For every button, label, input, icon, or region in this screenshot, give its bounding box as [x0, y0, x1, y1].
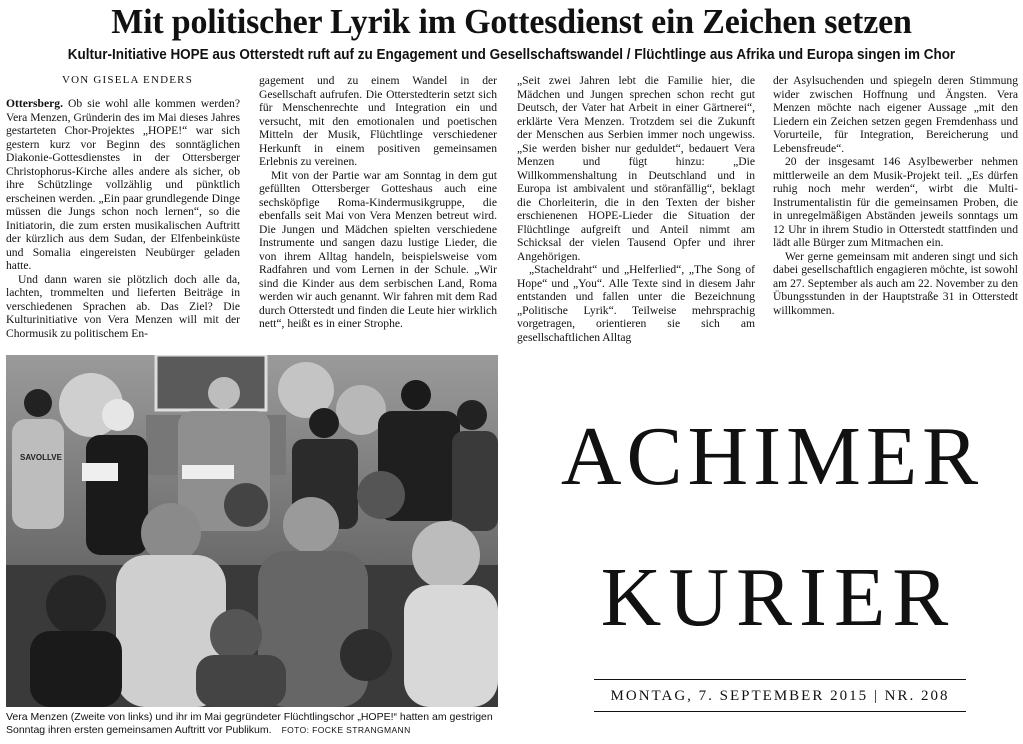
article-paragraph: [6, 97, 240, 273]
masthead-title-line-1: ACHIMER: [560, 410, 984, 503]
masthead-rule-bottom: [594, 711, 966, 712]
article-paragraph: 20 der insgesamt 146 Asylbewerber nehmen mittlerweile an dem Musik-Projekt teil. „Es dürfen ruhig noch mehr werden“, wirbt die Multi-Instrumentalistin für die gemeinsamen Proben, die in unregelmäßigen Abständen jeweils sonntags um 12 Uhr in ihrem Studio in Otterstedt stattfinden und lädt alle Bürger zum Mitmachen ein.: [773, 155, 1018, 249]
masthead-rule-top: [594, 679, 966, 680]
article-photo: [6, 355, 498, 707]
article-paragraph: „Seit zwei Jahren lebt die Familie hier, die Mädchen und Jungen sprechen schon recht gut Deutsch, der Vater hat Arbeit in einer Gärtnerei“, erklärte Vera Menzen. Trotzdem sei die Zukunft der Menschen aus Serbien immer noch ungewiss. „Sie werden bisher nur geduldet“, bedauert Vera Menzen und fügt hinzu: „Die Willkommenshaltung in Deutschland und in Europa ist ambivalent und störanfällig“, beklagt die Chorleiterin, die in den Texten der bisher erschienenen HOPE-Lieder die Situation der Flüchtlinge aufgreift und Anteil nimmt am Schicksal der vielen Tausend Opfer und ihrer Angehörigen.: [517, 74, 755, 263]
article-column-1: [6, 97, 240, 340]
article-dateline: Ottersberg.: [6, 97, 63, 110]
article-column-2: [259, 74, 497, 331]
shirt-print: SAVOLLVE: [20, 453, 62, 462]
issue-date: MONTAG, 7. SEPTEMBER 2015: [610, 688, 869, 704]
article-subheadline: Kultur-Initiative HOPE aus Otterstedt ruft auf zu Engagement und Gesellschaftswandel / Flüchtlinge aus Afrika und Europa singen im Chor: [67, 47, 956, 63]
issue-number: NR. 208: [884, 688, 950, 704]
photo-caption: [6, 711, 501, 737]
article-paragraph: gagement und zu einem Wandel in der Gesellschaft aufrufen. Die Otterstedterin setzt sich für Menschenrechte und Integration ein und versucht, mit den emotionalen und poetischen Mitteln der Musik, Flüchtlinge verschiedener Herkunft in einem positiven gemeinsamen Erlebnis zu vereinen.: [259, 74, 497, 168]
article-headline: Mit politischer Lyrik im Gottesdienst ein Zeichen setzen: [111, 2, 912, 41]
photo-credit: FOTO: FOCKE STRANGMANN: [281, 725, 411, 735]
article-column-4: [773, 74, 1018, 317]
article-byline: VON GISELA ENDERS: [62, 74, 194, 86]
article-paragraph: Mit von der Partie war am Sonntag in dem gut gefüllten Ottersberger Gotteshaus auch eine sechsköpfige Roma-Kindermusikgruppe, die ebenfalls seit Mai von Vera Menzen betreut wird. Die Jungen und Mädchen spielten verschiedene Instrumente und sangen dazu lustige Lieder, die von ihrem Alltag handeln, beispielsweise vom Radfahren und vom Lernen in der Schule. „Wir sind die Kinder aus dem serbischen Land, Roma werden wir auch genannt. Wir fahren mit dem Rad durch Otterstedt und finden die Leute hier wirklich nett“, heißt es in einer Strophe.: [259, 168, 497, 330]
masthead-title-line-2: KURIER: [600, 551, 956, 644]
dateline-separator: |: [873, 688, 879, 704]
article-paragraph: der Asylsuchenden und spiegeln deren Stimmung wider zwischen Hoffnung und Ängsten. Vera Menzen möchte nach eigener Aussage „mit den Liedern ein Zeichen setzen gegen Fremdenhass und Vorurteile, für Integration, Bereicherung und Lebensfreude“.: [773, 74, 1018, 155]
article-paragraph: Wer gerne gemeinsam mit anderen singt und sich dabei gesellschaftlich engagieren möchte, ist sowohl am 27. September als auch am 22. November zu den Übungsstunden in der Hauptstraße 31 in Otterstedt willkommen.: [773, 249, 1018, 317]
article-paragraph: „Stacheldraht“ und „Helferlied“, „The Song of Hope“ und „You“. Alle Texte sind in diesem Jahr entstanden und fallen unter die Bezeichnung „Politische Lyrik“. Teilweise mehrsprachig vorgetragen, orientieren sie sich am gesellschaftlichen Alltag: [517, 263, 755, 344]
masthead-dateline: [594, 686, 966, 706]
article-column-3: [517, 74, 755, 344]
article-paragraph: Und dann waren sie plötzlich doch alle da, lachten, trommelten und lieferten Beiträge in verschiedenen Sprachen ab. Das Ziel? Die Kulturinitiative von Vera Menzen will mit der Chormusik zu politischem En-: [6, 272, 240, 340]
caption-text: Vera Menzen (Zweite von links) und ihr im Mai gegründeter Flüchtlingschor „HOPE!“ hatten am gestrigen Sonntag ihren ersten gemeinsamen Auftritt vor Publikum.: [6, 711, 493, 736]
paragraph-text: Ob sie wohl alle kommen werden? Vera Menzen, Gründerin des im Mai dieses Jahres gestarteten Chor-Projektes „HOPE!“ war sich gestern kurz vor Beginn des sonntäglichen Diakonie-Gottesdienstes in der Ottersberger Christophorus-Kirche alles andere als sicher, ob ihre Schützlinge vollzählig und pünktlich erscheinen werden. „Ein paar grundlegende Dinge müssen die Jungs schon noch lernen“, so die Initiatorin, die zum ersten musikalischen Auftritt der kürzlich aus dem Sudan, der Elfenbeinküste und Somalia eingereisten Neubürger geladen hatte.: [6, 97, 240, 272]
